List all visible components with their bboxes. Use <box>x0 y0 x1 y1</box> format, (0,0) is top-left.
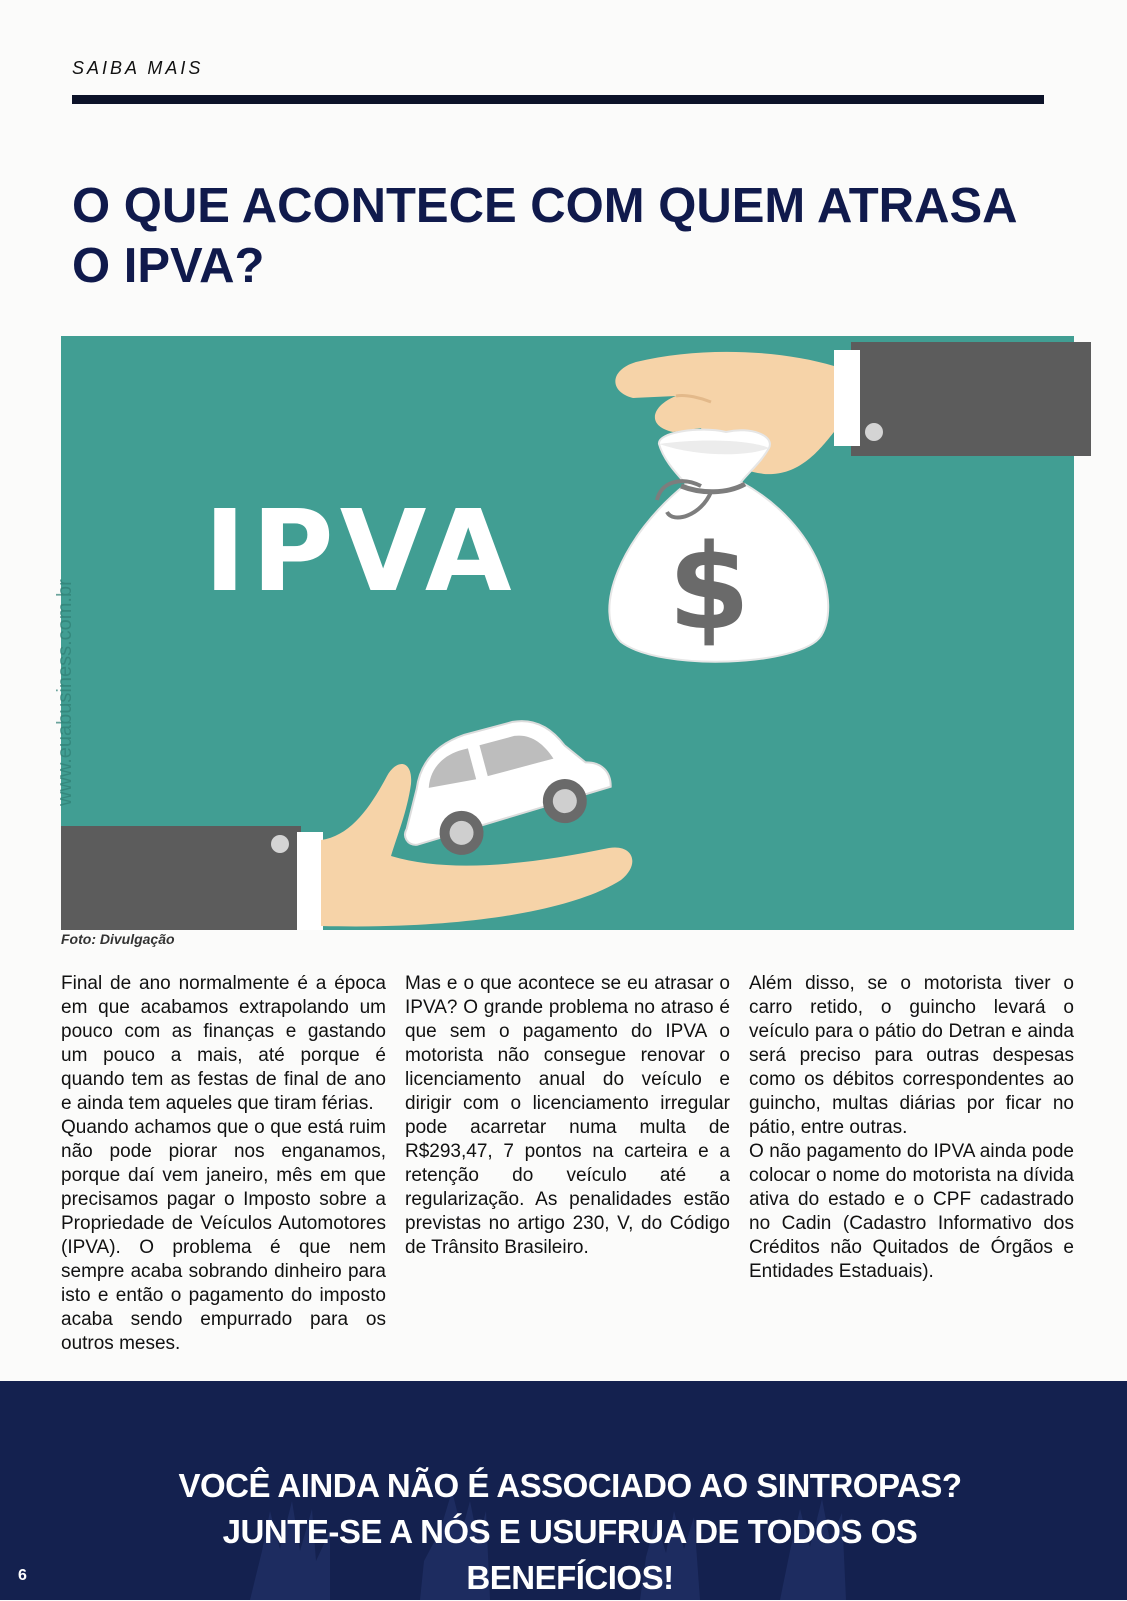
paragraph: Mas e o que acontece se eu atrasar o IPVA? O grande problema no atraso é que sem o pagamento do IPVA o motorista não consegue renovar o licenciamento anual do veículo e dirigir com o licenciamento irregular pode acarretar numa multa de R$293,47, 7 pontos na carteira e a retenção do veículo até a regularização. As penalidades estão previstas no artigo 230, V, do Código de Trânsito Brasileiro. <box>405 973 730 1258</box>
image-caption: Foto: Divulgação <box>61 931 175 947</box>
join-cta: VOCÊ AINDA NÃO É ASSOCIADO AO SINTROPAS? JUNTE-SE A NÓS E USUFRUA DE TODOS OS BENEFÍCIOS! <box>178 1467 962 1596</box>
footer-banner <box>0 1381 1127 1600</box>
header-rule <box>72 95 1044 104</box>
article-image <box>54 336 1074 930</box>
page-number: 6 <box>18 1567 27 1584</box>
image-watermark: www.euabusiness.com.br <box>54 579 76 806</box>
ipva-label: IPVA <box>204 487 518 617</box>
column-1 <box>61 972 386 1356</box>
dollar-symbol: $ <box>667 518 751 656</box>
column-2 <box>405 972 730 1356</box>
column-3 <box>749 972 1074 1356</box>
paragraph: Além disso, se o motorista tiver o carro retido, o guincho levará o veículo para o pátio do Detran e ainda será preciso para outras despesas como os débitos correspondentes ao guincho, multas diárias por ficar no pátio, entre outras. <box>749 973 1074 1138</box>
paragraph: Final de ano normalmente é a época em que acabamos extrapolando um pouco com as finanças e gastando um pouco a mais, até porque é quando tem as festas de final de ano e ainda tem aqueles que tiram férias. <box>61 973 386 1114</box>
article-title: O QUE ACONTECE COM QUEM ATRASA O IPVA? <box>72 179 1016 293</box>
paragraph: O não pagamento do IPVA ainda pode colocar o nome do motorista na dívida ativa do estado e o CPF cadastrado no Cadin (Cadastro Informativo dos Créditos não Quitados de Órgãos e Entidades Estaduais). <box>749 1141 1074 1282</box>
article-body <box>61 972 1074 1356</box>
section-label: SAIBA MAIS <box>72 58 204 78</box>
paragraph: Quando achamos que o que está ruim não pode piorar nos enganamos, porque daí vem janeiro, mês em que precisamos pagar o Imposto sobre a Propriedade de Veículos Automotores (IPVA). O problema é que nem sempre acaba sobrando dinheiro para isto e então o pagamento do imposto acaba sendo empurrado para os outros meses. <box>61 1117 386 1354</box>
